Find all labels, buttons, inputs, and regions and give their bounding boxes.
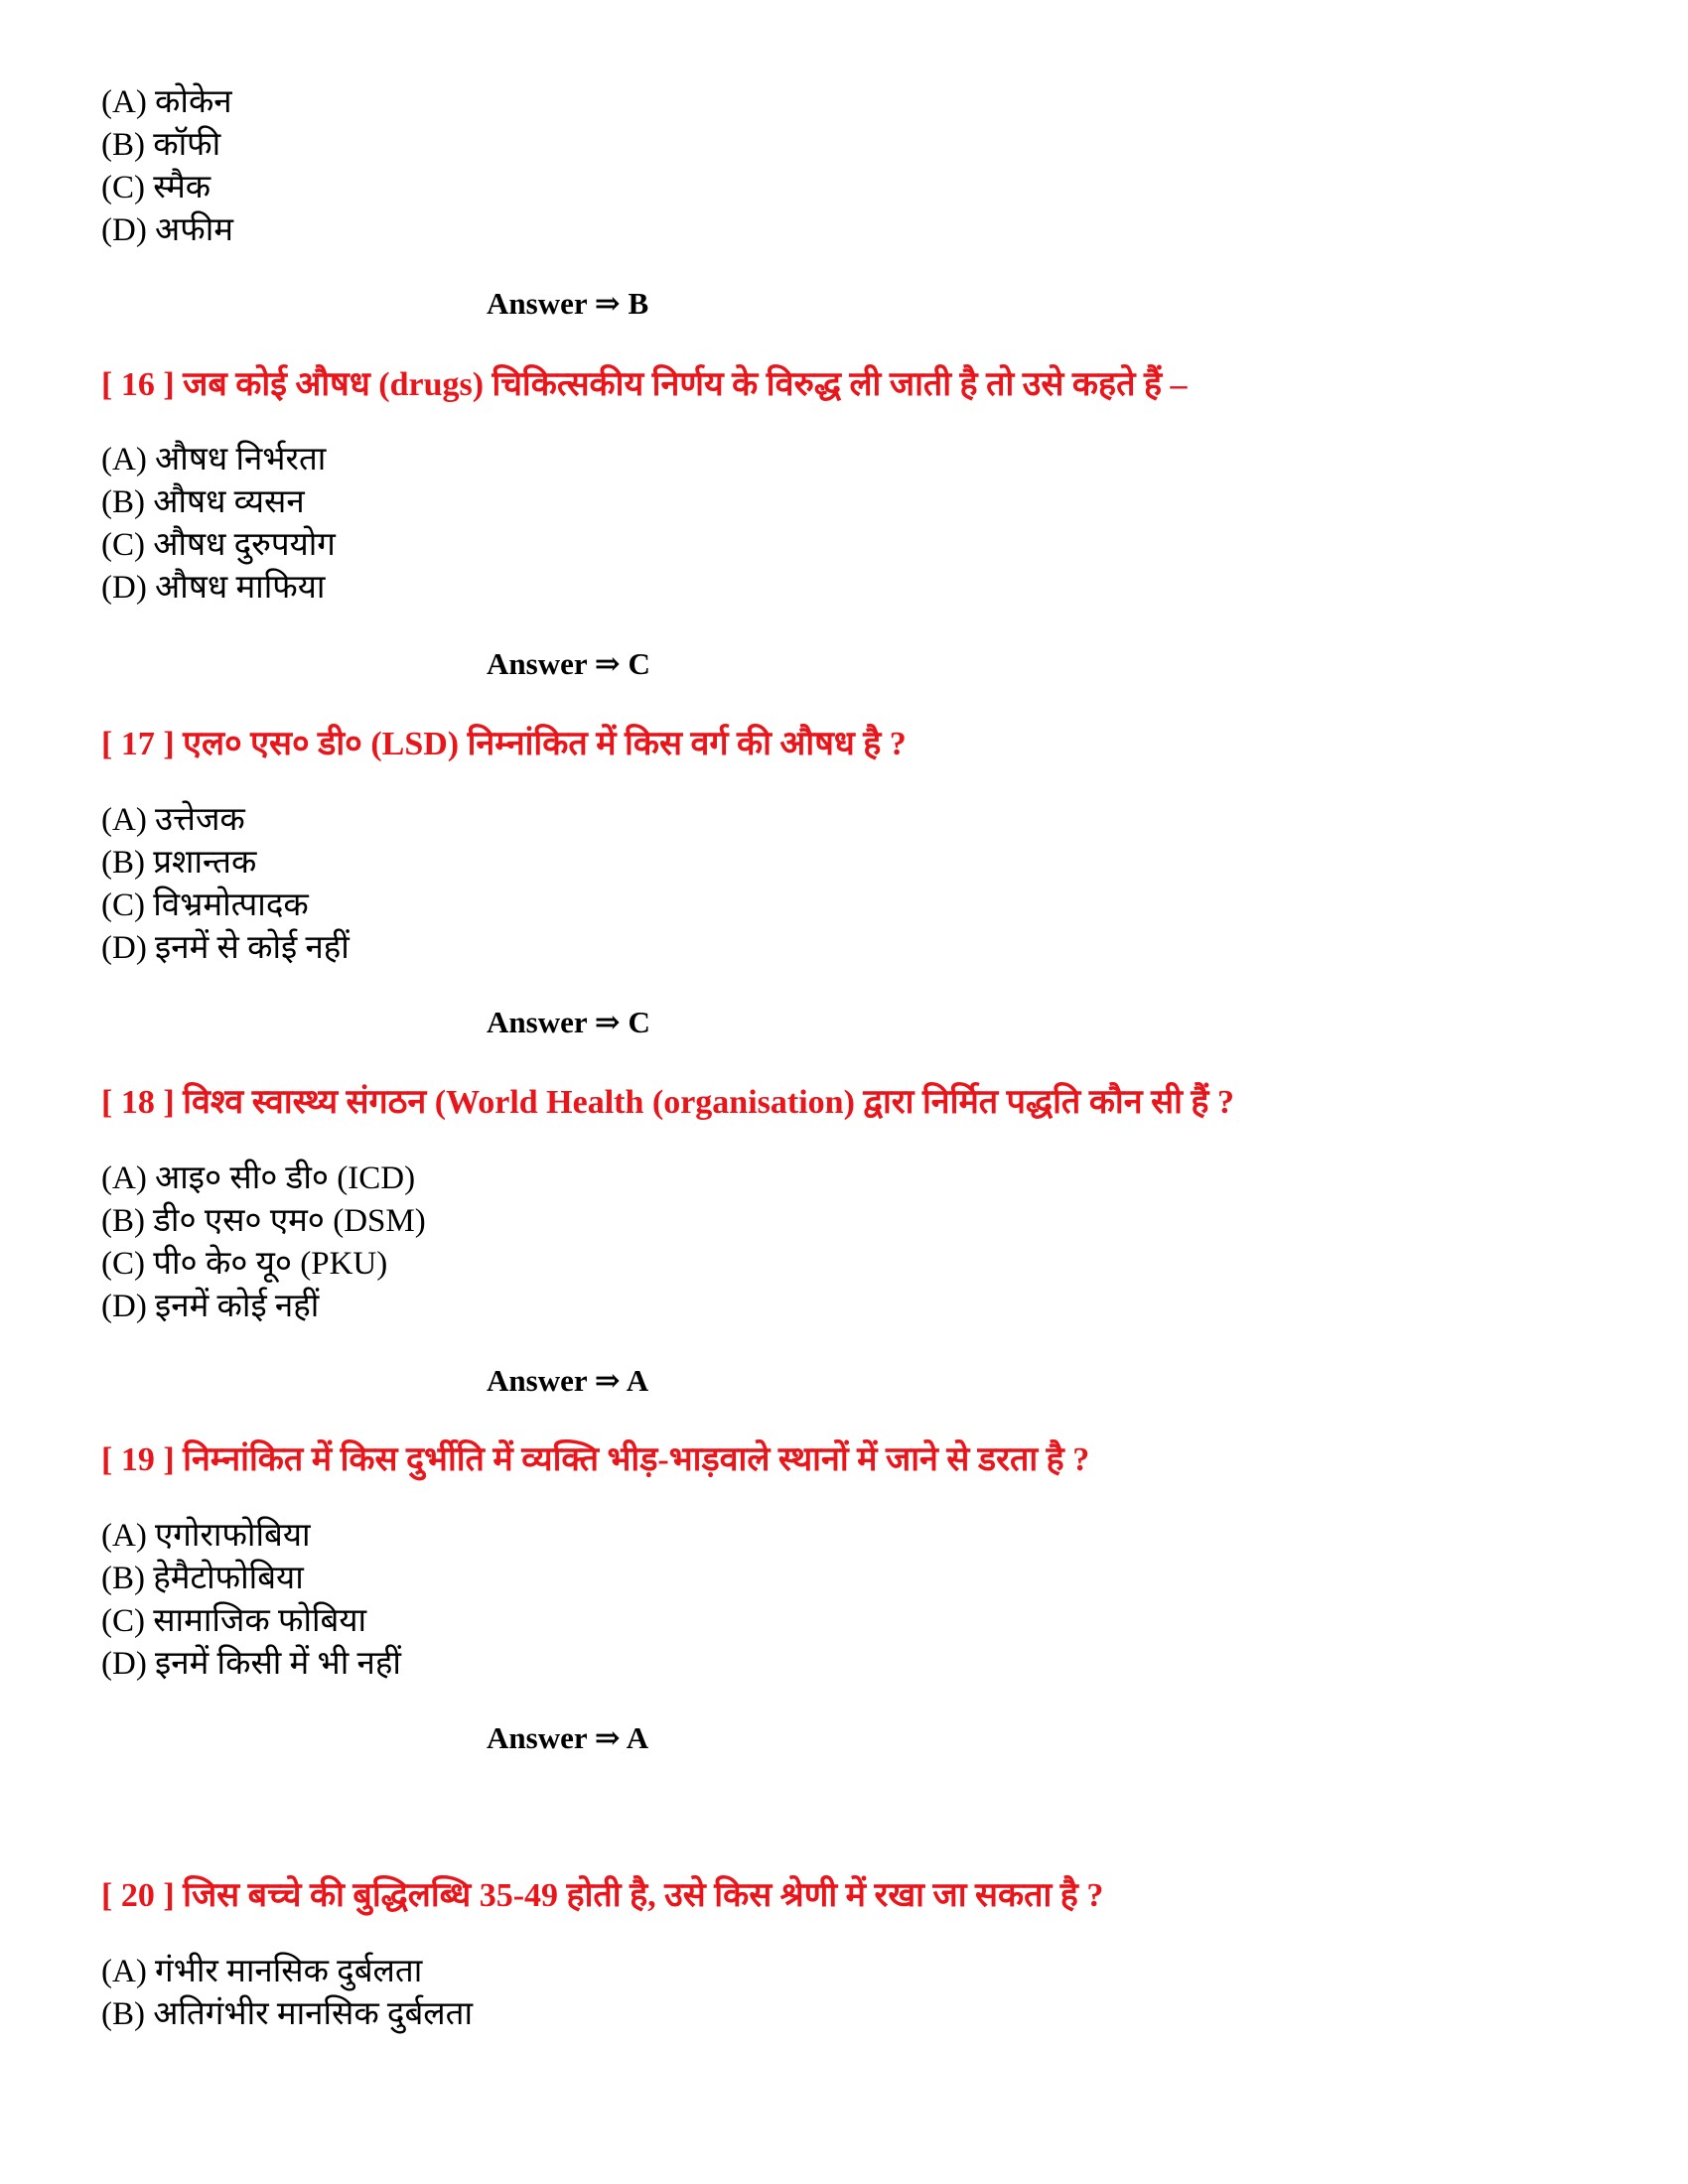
question-19: [ 19 ] निम्नांकित में किस दुर्भीति में व्यक्ति भीड़-भाड़वाले स्थानों में जाने से डरता है ? <box>101 1441 1090 1478</box>
answer-15: Answer ⇒ B <box>487 286 649 321</box>
answer-19: Answer ⇒ A <box>487 1720 649 1755</box>
option-20-a: (A) गंभीर मानसिक दुर्बलता <box>101 1954 423 1989</box>
option-16-c: (C) औषध दुरुपयोग <box>101 527 336 563</box>
answer-17: Answer ⇒ C <box>487 1005 650 1039</box>
option-15-a: (A) कोकेन <box>101 84 232 120</box>
option-18-b: (B) डी० एस० एम० (DSM) <box>101 1203 426 1239</box>
option-19-d: (D) इनमें किसी में भी नहीं <box>101 1646 401 1682</box>
option-18-a: (A) आइ० सी० डी० (ICD) <box>101 1160 416 1196</box>
option-19-b: (B) हेमैटोफोबिया <box>101 1561 304 1596</box>
option-18-c: (C) पी० के० यू० (PKU) <box>101 1246 388 1282</box>
option-19-c: (C) सामाजिक फोबिया <box>101 1603 367 1639</box>
option-20-b: (B) अतिगंभीर मानसिक दुर्बलता <box>101 1996 474 2032</box>
option-17-b: (B) प्रशान्तक <box>101 845 257 881</box>
question-18: [ 18 ] विश्व स्वास्थ्य संगठन (World Health (organisation) द्वारा निर्मित पद्धति कौन सी हैं ? <box>101 1084 1234 1121</box>
question-17: [ 17 ] एल० एस० डी० (LSD) निम्नांकित में किस वर्ग की औषध है ? <box>101 726 907 762</box>
option-15-d: (D) अफीम <box>101 212 233 248</box>
question-16: [ 16 ] जब कोई औषध (drugs) चिकित्सकीय निर्णय के विरुद्ध ली जाती है तो उसे कहते हैं – <box>101 366 1188 403</box>
option-16-b: (B) औषध व्यसन <box>101 484 305 520</box>
option-16-d: (D) औषध माफिया <box>101 570 326 606</box>
option-17-a: (A) उत्तेजक <box>101 802 245 838</box>
answer-16: Answer ⇒ C <box>487 646 650 681</box>
option-17-d: (D) इनमें से कोई नहीं <box>101 930 350 966</box>
option-17-c: (C) विभ्रमोत्पादक <box>101 887 309 923</box>
question-20: [ 20 ] जिस बच्चे की बुद्धिलब्धि 35-49 होती है, उसे किस श्रेणी में रखा जा सकता है ? <box>101 1877 1104 1914</box>
option-15-b: (B) कॉफी <box>101 127 221 163</box>
answer-18: Answer ⇒ A <box>487 1363 649 1398</box>
option-18-d: (D) इनमें कोई नहीं <box>101 1289 320 1324</box>
option-16-a: (A) औषध निर्भरता <box>101 442 327 478</box>
option-15-c: (C) स्मैक <box>101 170 211 205</box>
option-19-a: (A) एगोराफोबिया <box>101 1518 311 1554</box>
